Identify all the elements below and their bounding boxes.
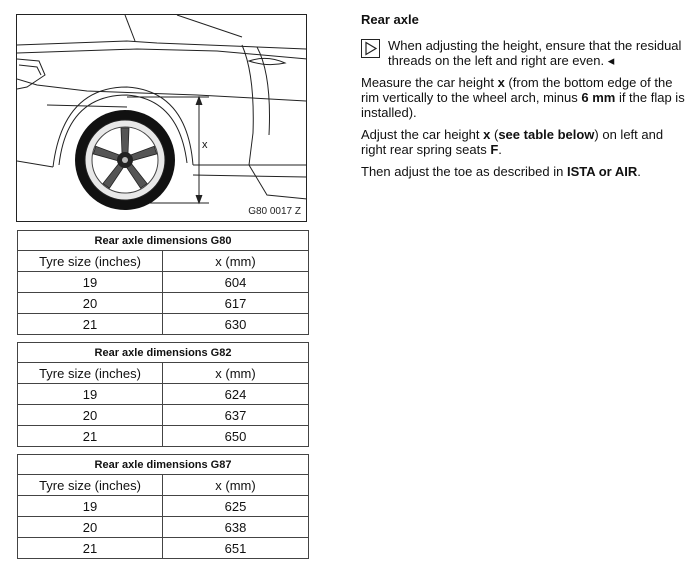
bold-run: x [483,127,491,142]
bold-run: ISTA or AIR [566,164,638,179]
x-value-cell: 617 [163,293,309,314]
note-block [361,38,691,68]
dimensions-table-g87 [17,454,309,559]
x-value-cell: 650 [163,426,309,447]
wheel-icon [75,110,175,210]
bold-run: x [497,75,505,90]
table-row [18,272,309,293]
bold-run: 6 mm [581,90,616,105]
dimensions-table-g82 [17,342,309,447]
column-header-tyre-size: Tyre size (inches) [18,475,163,496]
section-heading: Rear axle [361,12,419,27]
tyre-size-cell: 19 [18,272,163,293]
table-title: Rear axle dimensions G80 [18,231,309,251]
table-row [18,538,309,559]
tyre-size-cell: 20 [18,405,163,426]
instructions-column [361,12,691,186]
table-title: Rear axle dimensions G82 [18,343,309,363]
text-run: (from the bottom edge of the rim vertically to the wheel arch, minus [361,75,673,105]
table-row [18,426,309,447]
note-end-mark: ◂ [607,53,615,68]
toe-paragraph [361,164,691,179]
column-header-tyre-size: Tyre size (inches) [18,363,163,384]
tyre-size-cell: 19 [18,496,163,517]
text-run: if the flap is installed). [361,90,685,120]
tyre-size-cell: 21 [18,314,163,335]
x-value-cell: 624 [163,384,309,405]
x-value-cell: 638 [163,517,309,538]
x-value-cell: 651 [163,538,309,559]
x-value-cell: 630 [163,314,309,335]
column-header-x: x (mm) [163,251,309,272]
table-title: Rear axle dimensions G87 [18,455,309,475]
text-run: . [498,142,502,157]
table-row [18,517,309,538]
rear-axle-figure [16,14,307,222]
text-run: ) on left and right rear spring seats [361,127,664,157]
car-rear-wheel-drawing [17,15,307,222]
table-row [18,405,309,426]
text-run: ( [490,127,499,142]
table-row [18,384,309,405]
table-row [18,293,309,314]
bold-run: F [490,142,499,157]
adjust-paragraph [361,127,691,157]
x-value-cell: 604 [163,272,309,293]
figure-code: G80 0017 Z [248,206,301,217]
x-value-cell: 637 [163,405,309,426]
column-header-tyre-size: Tyre size (inches) [18,251,163,272]
bold-run: see table below [498,127,595,142]
dimension-label: x [202,139,208,151]
text-run: . [637,164,641,179]
tyre-size-cell: 19 [18,384,163,405]
note-text: When adjusting the height, ensure that the residual threads on the left and right are even. [388,38,682,68]
table-row [18,496,309,517]
tyre-size-cell: 20 [18,293,163,314]
text-run: Then adjust the toe as described in [361,164,567,179]
column-header-x: x (mm) [163,363,309,384]
column-header-x: x (mm) [163,475,309,496]
tyre-size-cell: 21 [18,426,163,447]
tyre-size-cell: 21 [18,538,163,559]
table-row [18,314,309,335]
x-value-cell: 625 [163,496,309,517]
tyre-size-cell: 20 [18,517,163,538]
play-triangle-icon [361,39,380,58]
text-run: Measure the car height [361,75,498,90]
dimensions-table-g80 [17,230,309,335]
text-run: Adjust the car height [361,127,484,142]
measure-paragraph [361,75,691,120]
